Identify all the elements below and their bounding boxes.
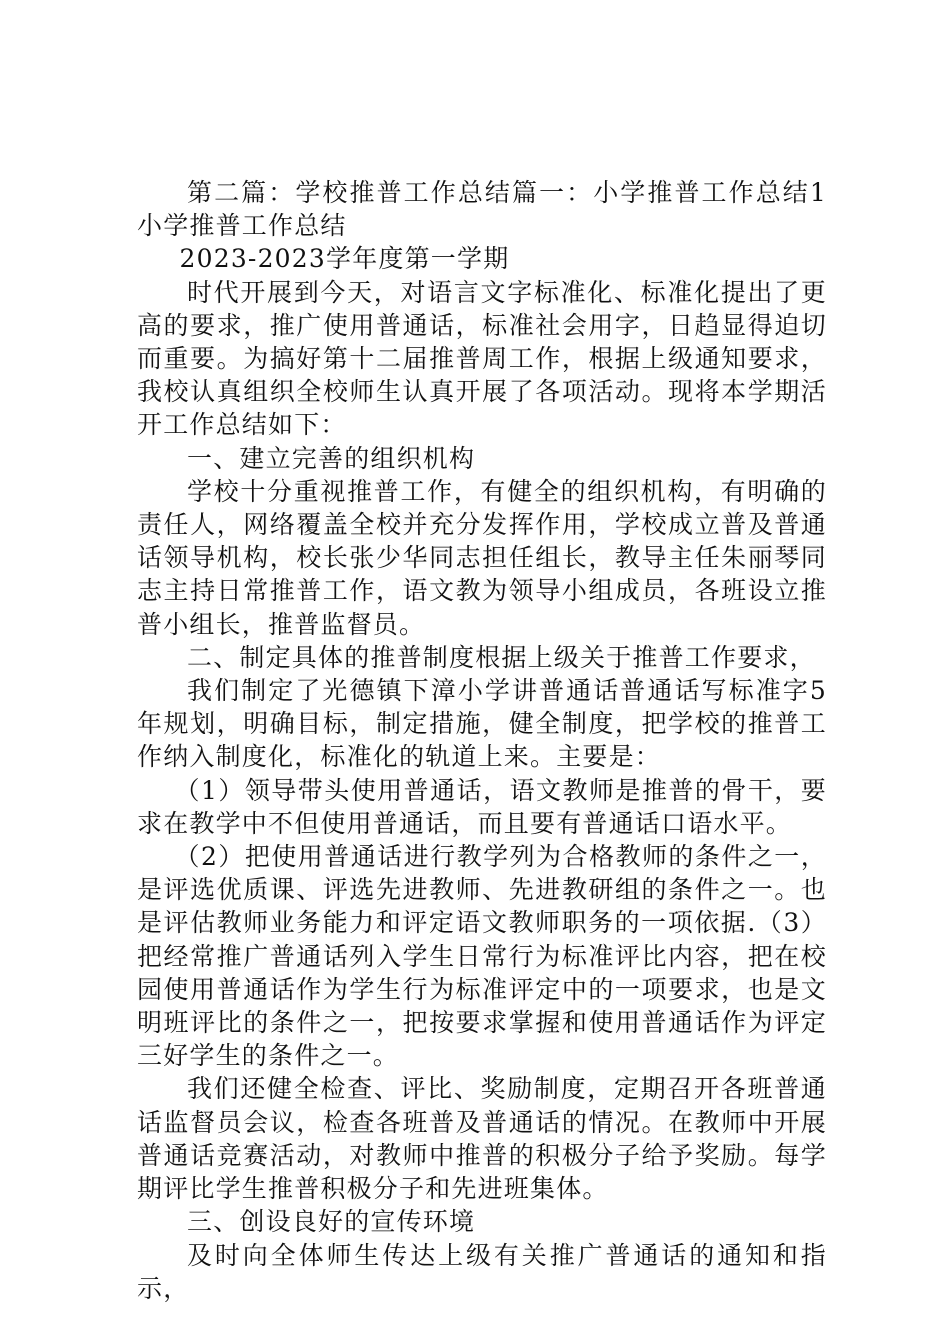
section-3-paragraph: 及时向全体师生传达上级有关推广普通话的通知和指示， [137, 1240, 827, 1303]
rule-item-2: （2）把使用普通话进行教学列为合格教师的条件之一，是评选优质课、评选先进教师、先进教研组的条件之一。也是评估教师业务能力和评定语文教师职务的一项依据.（3）把经常推广普通话列入学生日常行为标准评比内容，把在校园使用普通话作为学生行为标准评定中的一项要求，也是文明班评比的条件之一，把按要求掌握和使用普通话作为评定三好学生的条件之一。 [137, 842, 827, 1071]
section-heading-2: 二、制定具体的推普制度根据上级关于推普工作要求， [187, 642, 816, 672]
section-2-paragraph-2: 我们还健全检查、评比、奖励制度，定期召开各班普通话监督员会议，检查各班普及普通话的情况。在教师中开展普通话竞赛活动，对教师中推普的积极分子给予奖励。每学期评比学生推普积极分子和先进班集体。 [137, 1074, 827, 1204]
document-body [137, 176, 827, 1305]
school-year-line: 2023-2023学年度第一学期 [179, 244, 510, 274]
section-heading-3: 三、创设良好的宣传环境 [187, 1207, 476, 1237]
document-title: 第二篇：学校推普工作总结篇一：小学推普工作总结1小学推普工作总结 [137, 178, 827, 241]
intro-paragraph: 时代开展到今天，对语言文字标准化、标准化提出了更高的要求，推广使用普通话，标准社会用字，日趋显得迫切而重要。为搞好第十二届推普周工作，根据上级通知要求，我校认真组织全校师生认真开展了各项活动。现将本学期活开工作总结如下： [137, 277, 827, 440]
section-heading-1: 一、建立完善的组织机构 [187, 443, 476, 473]
rule-item-1: （1）领导带头使用普通话，语文教师是推普的骨干，要求在教学中不但使用普通话，而且要有普通话口语水平。 [137, 775, 827, 838]
section-1-paragraph: 学校十分重视推普工作，有健全的组织机构，有明确的责任人，网络覆盖全校并充分发挥作用，学校成立普及普通话领导机构，校长张少华同志担任组长，教导主任朱丽琴同志主持日常推普工作，语文教为领导小组成员，各班设立推普小组长，推普监督员。 [137, 476, 827, 639]
section-2-paragraph: 我们制定了光德镇下漳小学讲普通话普通话写标准字5年规划，明确目标，制定措施，健全制度，把学校的推普工作纳入制度化，标准化的轨道上来。主要是： [137, 676, 827, 772]
